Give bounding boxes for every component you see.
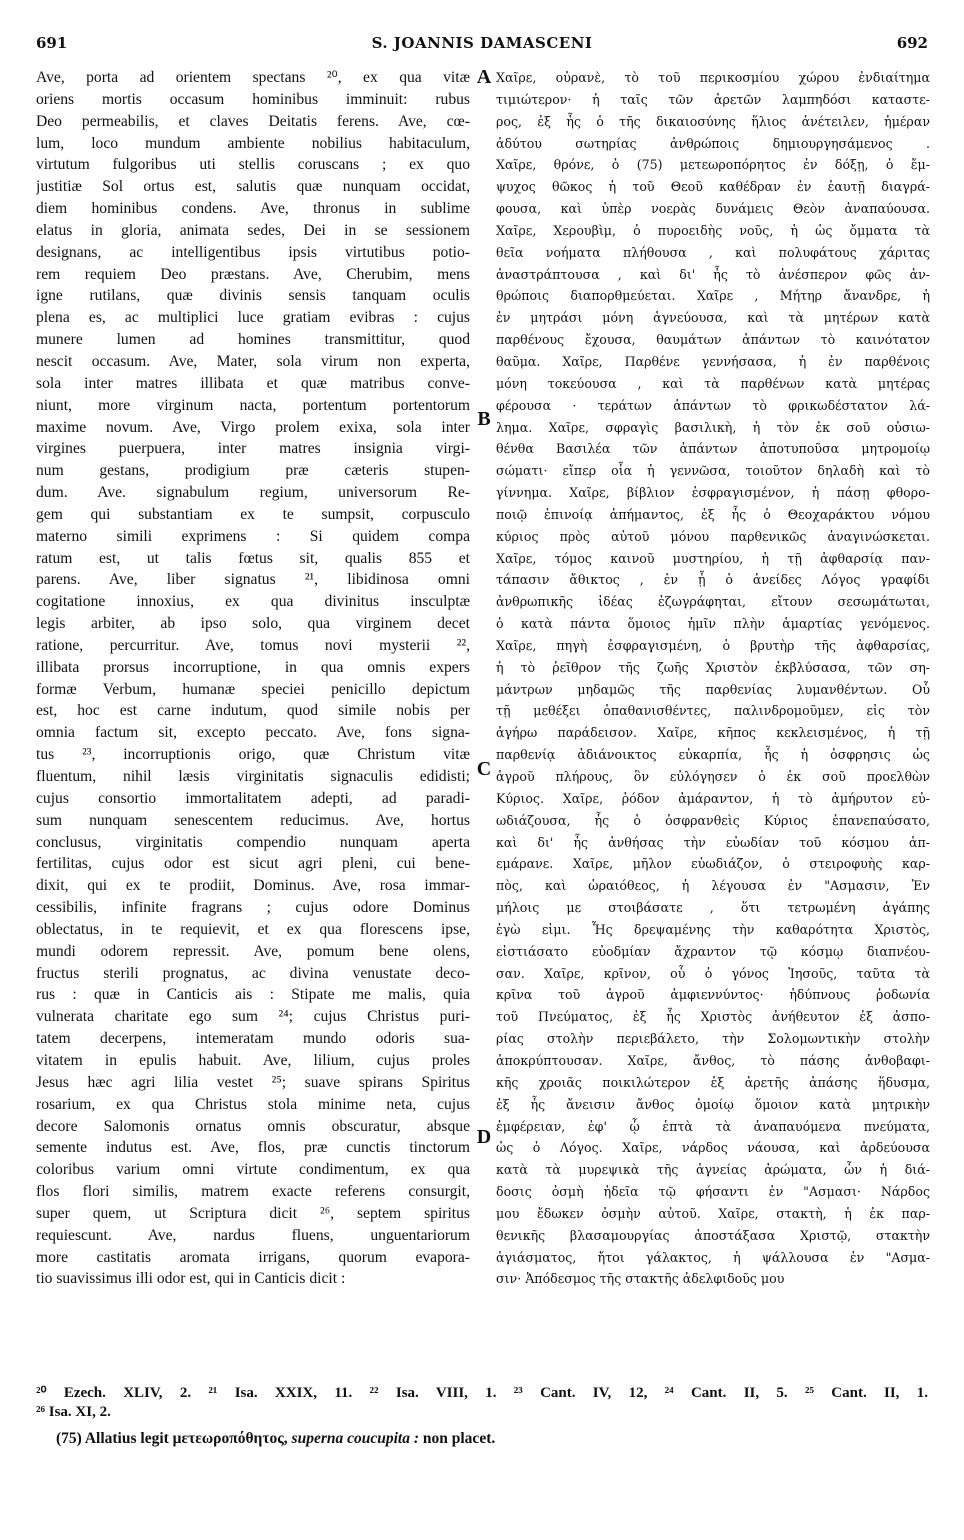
- text-line: Jesus hæc agri lilia vestet ²⁵; suave spirans Spiritus: [36, 1073, 470, 1091]
- text-line: ρος, ἐξ ἧς ὁ τῆς δικαιοσύνης ἥλιος ἀνέτειλεν, ἡμέραν: [496, 113, 930, 129]
- text-line: ἀναστράπτουσα , καὶ δι' ἧς τὸ ἀνέσπερον φῶς ἀν-: [496, 266, 930, 282]
- text-line: fructus sterili prognatus, ac divina venustate deco-: [36, 964, 470, 982]
- text-line: mundi odorem repressit. Ave, pomum bene olens,: [36, 942, 470, 960]
- text-line: dixit, qui ex te prodiit, Dominus. Ave, rosa immar-: [36, 877, 470, 895]
- text-line: μάντρων μηδαμῶς τῆς παρθενίας λυμανθέντων. Οὗ: [496, 681, 930, 697]
- text-line: designans, ac intelligentibus ipsis virtutibus potio-: [36, 243, 470, 261]
- text-line: sola inter matres illibata et quæ matribus conve-: [36, 374, 470, 392]
- text-line: ψυχος θῶκος ἡ τοῦ Θεοῦ καθέδραν ἐν ἑαυτῇ διαγρά-: [496, 179, 930, 195]
- text-line: ἀγήρω παράδεισον. Χαῖρε, κῆπος κεκλεισμένος, ἡ τῇ: [496, 725, 930, 741]
- text-line: Ave, porta ad orientem spectans ²⁰, ex qua vitæ: [36, 69, 470, 86]
- text-line: φουσα, καὶ ὑπὲρ νοερὰς δυνάμεις Θεὸν ἀναπαύουσα.: [496, 201, 930, 217]
- text-line: est, hoc est carne indutum, quod simile nobis per: [36, 702, 470, 720]
- text-line: legis arbiter, ab ipso solo, qua virginem decet: [36, 615, 470, 633]
- text-line: τοῦ Πνεύματος, ἐξ ἧς Χριστὸς ἀνήθευτον ἐξ ἀσπο-: [496, 1009, 930, 1025]
- text-line: cessibilis, infinite fragrans ; cujus odore Dominus: [36, 899, 470, 917]
- text-line: εμάρανε. Χαῖρε, μῆλον εὐωδιάζον, ὁ στειροφυὴς καρ-: [496, 856, 930, 872]
- text-line: εἰστιάσατο εὐοδμίαν ἄχραντον τῷ κόσμῳ διαπνέου-: [496, 943, 930, 959]
- text-line: θενικῆς βλασαμουργίας ἀποστάξασα Χριστῷ, στακτὴν: [496, 1227, 930, 1243]
- text-line: super quem, ut Scriptura dicit ²⁶, septem spiritus: [36, 1204, 470, 1222]
- text-line: plena es, ac multiplici luce gratiam evibras : cujus: [36, 309, 470, 327]
- text-line: oriens mortis occasum hominibus imminuit: rubus: [36, 90, 470, 108]
- remark-italic: superna coucupita :: [291, 1430, 420, 1447]
- greek-column: [496, 67, 930, 1290]
- text-line: requiescunt. Ave, nardus fluens, unguentariorum: [36, 1226, 470, 1244]
- text-line: omnia factum sit, excepto peccato. Ave, fons signa-: [36, 724, 470, 742]
- text-line: λημα. Χαῖρε, σφραγὶς βασιλικὴ, ἡ τὸν ἐκ σοῦ οὐσιω-: [496, 419, 930, 435]
- text-line: Χαῖρε, τόμος καινοῦ μυστηρίου, ἡ τῇ ἀφθαρσίᾳ παν-: [496, 550, 930, 566]
- text-line: maxime novum. Ave, Virgo prolem exixa, sola inter: [36, 418, 470, 436]
- text-line: parens. Ave, liber signatus ²¹, libidinosa omni: [36, 571, 470, 589]
- text-line: τῇ μεθέξει ὁπαθανισθέντες, παλινδρομοῦμεν, εἰς τὸν: [496, 703, 930, 719]
- text-line: παρθένους ἔχουσα, θαυμάτων ἁπάντων τὸ καινότατον: [496, 332, 930, 348]
- remark-suffix: non placet.: [422, 1430, 496, 1447]
- text-line: θαῦμα. Χαῖρε, Παρθένε γεννήσασα, ἡ ἐν παρθένοις: [496, 353, 930, 369]
- text-line: lum, loco mundum ambiente nobilius habitaculum,: [36, 134, 470, 152]
- text-line: γίννημα. Χαῖρε, βίβλιον ἐσφραγισμένον, ἡ πάσῃ φθορο-: [496, 485, 930, 501]
- text-line: ἀνθρωπικῆς ἰδέας ἐζωγράφηται, εἴτουν σεσωμάτωται,: [496, 594, 930, 610]
- text-line: rus : quæ in Canticis ais : Stipate me malis, quia: [36, 986, 470, 1004]
- text-line: virgines puerpuera, inter matres insignia virgi-: [36, 440, 470, 458]
- margin-marker-b: B: [477, 408, 491, 430]
- text-line: παρθενίᾳ ἀδιάνοικτος εὐκαρπία, ἧς ἡ ὀσφρησις ὡς: [496, 747, 930, 763]
- text-line: Χαῖρε, πηγὴ ἐσφραγισμένη, ὁ βρυτὴρ τῆς ἀφθαρσίας,: [496, 637, 930, 653]
- text-line: Χαῖρε, οὐρανὲ, τὸ τοῦ περικοσμίου χώρου ἐνδιαίτημα: [496, 70, 930, 85]
- text-line: θρώποις διαπορθμεύεται. Χαῖρε , Μήτηρ ἄνανδρε, ἡ: [496, 288, 930, 304]
- text-line: κρῖνα τοῦ ἀγροῦ ἀμφιεννύντος· ἡδύπνους ῥοδωνία: [496, 987, 930, 1003]
- text-line: τάπασιν ἄθικτος , ἐν ᾗ ὁ ἀνείδες Λόγος γραφίδι: [496, 572, 930, 588]
- text-line: ὡς ὁ Λόγος. Χαῖρε, νάρδος νάουσα, καὶ ἀρδεύουσα: [496, 1140, 930, 1156]
- right-page-number: 692: [896, 34, 928, 52]
- text-line: justitiæ Sol ortus est, salutis quæ nunquam occidat,: [36, 178, 470, 196]
- text-line: gem qui substantiam ex te sumpsit, corpusculo: [36, 505, 470, 523]
- text-line: ωδιάζουσα, ἧς ὁ ὀσφρανθεὶς Κύριος ἐπανεπαύσατο,: [496, 812, 930, 828]
- latin-column: [36, 67, 470, 1290]
- text-line: elatus in gloria, animata sedes, Dei in se sessionem: [36, 221, 470, 239]
- footnote-line: ²⁰ Ezech. XLIV, 2. ²¹ Isa. XXIX, 11. ²² Isa. VIII, 1. ²³ Cant. IV, 12, ²⁴ Cant. II, 5. ²⁵ Cant. II, 1.: [36, 1385, 928, 1401]
- text-line: cujus consortio immortalitatem adepti, ad paradi-: [36, 789, 470, 807]
- running-title: S. JOANNIS DAMASCENI: [371, 34, 593, 52]
- text-line: κύριος πρὸς αὐτοῦ μόνου παρθενικῶς ἀναγινώσκεται.: [496, 528, 930, 544]
- text-line: virtutum fulgoribus uti stellis coruscans ; ex quo: [36, 156, 470, 174]
- text-line: φέρουσα · τεράτων ἁπάντων τὸ φρικωδέστατον λά-: [496, 397, 930, 413]
- text-line: ἐν μητράσι μόνη ἁγνεύουσα, καὶ τὰ μητέρων κατὰ: [496, 310, 930, 326]
- text-line: num gestans, prodigium præ cæteris stupen-: [36, 462, 470, 480]
- text-line: ἀδύτου σωτηρίας ἀνθρώποις δημιουργησάμενος .: [496, 135, 930, 151]
- text-line: Κύριος. Χαῖρε, ῥόδον ἀμάραντον, ἡ τὸ ἀμήρυτον εὐ-: [496, 790, 930, 806]
- text-line: σαν. Χαῖρε, κρῖνον, οὗ ὁ γόνος Ἰησοῦς, ταῦτα τὰ: [496, 965, 930, 981]
- text-line: ἐξ ἧς ἄνεισιν ἄνθος ὁμοίῳ ὅμοιον κατὰ μητρικὴν: [496, 1096, 930, 1112]
- text-line: θένθα Βασιλέα τῶν ἁπάντων ἀποτυποῦσα μητρομοίῳ: [496, 441, 930, 457]
- text-line: vulnerata charitate ego sum ²⁴; cujus Christus puri-: [36, 1008, 470, 1026]
- text-line: vitatem in epulis habuit. Ave, lilium, cujus proles: [36, 1051, 470, 1069]
- text-line: μήλοις με στοιβάσατε , ὅτι τετρωμένη ἀγάπης: [496, 900, 930, 916]
- text-line: μόνη τοκεύουσα , καὶ τὰ παρθένων κατὰ μητέρας: [496, 375, 930, 391]
- text-line: cogitatione innoxius, ex qua divinitus insculptæ: [36, 593, 470, 611]
- text-line: decore Salomonis ornatus omnis obscuratur, absque: [36, 1117, 470, 1135]
- text-line: μου ἔδωκεν ὀσμὴν αὐτοῦ. Χαῖρε, στακτὴ, ἡ ἐκ παρ-: [496, 1205, 930, 1221]
- text-line: σιν· Ἀπόδεσμος τῆς στακτῆς ἀδελφιδοῦς μου: [496, 1271, 785, 1287]
- text-line: igne rutilans, quæ divinis sensis tanquam oculis: [36, 287, 470, 305]
- text-line: ratione, percurritur. Ave, tomus novi mysterii ²²,: [36, 636, 470, 654]
- text-line: rem requiem Deo præstans. Ave, Cherubim, mens: [36, 265, 470, 283]
- text-line: tatem decerpens, intemeratam mundo odoris sua-: [36, 1030, 470, 1048]
- text-line: Deo permeabilis, et claves Deitatis ferens. Ave, cœ-: [36, 112, 470, 130]
- text-line: tio suavissimus illi odor est, qui in Canticis dicit :: [36, 1270, 346, 1288]
- text-line: τιμιώτερον· ἡ ταῖς τῶν ἀρετῶν λαμπηδόσι καταστε-: [496, 91, 930, 107]
- footnotes: [36, 1383, 928, 1425]
- left-page-number: 691: [36, 34, 68, 52]
- page-header: [36, 34, 928, 58]
- text-line: δοσις ὀσμὴ ἡδεῖα τῷ φήσαντι ἐν "Ασμασι· Νάρδος: [496, 1184, 930, 1200]
- text-line: Χαῖρε, θρόνε, ὁ (75) μετεωροπόρητος ἐν δόξῃ, ὁ ἔμ-: [496, 157, 930, 173]
- text-line: formæ Verbum, humanæ speciei penicillo depictum: [36, 680, 470, 698]
- text-line: munere lumen ad homines transmittitur, quod: [36, 331, 470, 349]
- text-line: ἀποκρύπτουσαν. Χαῖρε, ἄνθος, τὸ πάσης ἀνθοβαφι-: [496, 1052, 930, 1068]
- text-line: nescit occasum. Ave, Mater, sola virum non experta,: [36, 352, 470, 370]
- text-line: κατὰ τὰ μυρεψικὰ τῆς ἁγνείας ἀρώματα, ὧν ἡ διά-: [496, 1162, 930, 1178]
- text-line: niunt, more virginum nacta, portentum portentorum: [36, 396, 470, 414]
- text-line: ἐγὼ εἰμι. Ἧς δρεψαμένης τὴν καθαρότητα Χριστὸς,: [496, 921, 930, 937]
- text-line: dum. Ave. signabulum regium, universorum Re-: [36, 484, 470, 502]
- margin-marker-c: C: [476, 758, 492, 780]
- text-line: fluentum, nihil læsis virginitatis signaculis edidisti;: [36, 768, 470, 785]
- text-line: sum nunquam senescentem reducimus. Ave, hortus: [36, 811, 470, 829]
- text-line: σώματι· εἴπερ οἷα ἡ γεννῶσα, τοιοῦτον δηλαδὴ καὶ τὸ: [496, 463, 930, 479]
- text-line: ρίας στολὴν περιεβάλετο, τὴν Σολομωντικὴν στολὴν: [496, 1031, 930, 1047]
- text-line: flos flori similis, matrem exacte referens consurgit,: [36, 1183, 470, 1201]
- text-line: tus ²³, incorruptionis origo, quæ Christum vitæ: [36, 746, 470, 764]
- text-line: fertilitas, cujus odor est sicut agri pleni, cui bene-: [36, 855, 470, 873]
- text-line: ποιῷ ἐπινοίᾳ ἀπήμαντος, ἐξ ἧς ὁ Θεοχαράκτου νόμου: [496, 506, 930, 522]
- text-line: θεῖα νοήματα πλήθουσα , καὶ πολυφάτους χάριτας: [496, 244, 930, 260]
- text-line: diem hominibus condens. Ave, thronus in sublime: [36, 200, 470, 218]
- footnote-line: ²⁶ Isa. XI, 2.: [36, 1404, 111, 1420]
- editorial-remark: [56, 1430, 495, 1448]
- text-line: rosarium, ex qua Christus stola minime neta, cujus: [36, 1095, 470, 1113]
- text-line: ratum est, ut talis fœtus sit, qualis 855 et: [36, 549, 470, 567]
- text-line: ἡ τὸ ῥεῖθρον τῆς ζωῆς Χριστὸν ἐκβλύσασα, τῶν ση-: [496, 659, 930, 675]
- text-line: coloribus varium omni virtute condimentum, ex qua: [36, 1161, 470, 1179]
- text-line: πὸς, καὶ ὡραιόθεος, ἡ λέγουσα ἐν "Ασμασιν, Ἐν: [496, 878, 930, 894]
- text-line: oblectatus, in te requievit, et ex qua florescens ipse,: [36, 920, 470, 938]
- text-line: conclusus, virginitatis compendio nunquam aperta: [36, 833, 470, 851]
- text-line: illibata prorsus incorruptione, in qua omnis expers: [36, 658, 470, 676]
- text-line: ἁγιάσματος, ἤτοι γάλακτος, ἡ ψάλλουσα ἐν "Ασμα-: [496, 1249, 930, 1265]
- text-line: more castitatis aromata irrigans, quorum evapora-: [36, 1248, 470, 1266]
- text-line: ὁ κατὰ πάντα ὅμοιος ἡμῖν πλὴν ἁμαρτίας γενόμενος.: [496, 616, 930, 632]
- text-line: Χαῖρε, Χερουβὶμ, ὁ πυροειδὴς νοῦς, ἡ ὡς ὄμματα τὰ: [496, 222, 930, 238]
- text-line: κῆς χροιᾶς ποικιλώτερον ἐξ ἀρετῆς ἁπάσης ἥδυσμα,: [496, 1074, 930, 1090]
- text-line: ἐμφέρειαν, ἐφ' ᾧ ἑπτὰ τὰ ἀναπαυόμενα πνεύματα,: [496, 1118, 930, 1134]
- text-line: semente indutus est. Ave, flos, præ cunctis tinctorum: [36, 1139, 470, 1157]
- text-line: materno simili exprimens : Si quidem compa: [36, 527, 470, 545]
- text-line: ἀγροῦ πλήρους, ὃν εὐλόγησεν ὁ ἐκ σοῦ προελθὼν: [496, 769, 930, 784]
- remark-prefix: (75) Allatius legit μετεωροπόθητος,: [56, 1430, 288, 1447]
- margin-marker-a: A: [476, 66, 492, 88]
- margin-marker-d: D: [476, 1126, 492, 1148]
- text-line: καὶ δι' ἧς ἀνθήσας τὴν εὐωδίαν τοῦ κόσμου ἀπ-: [496, 834, 930, 850]
